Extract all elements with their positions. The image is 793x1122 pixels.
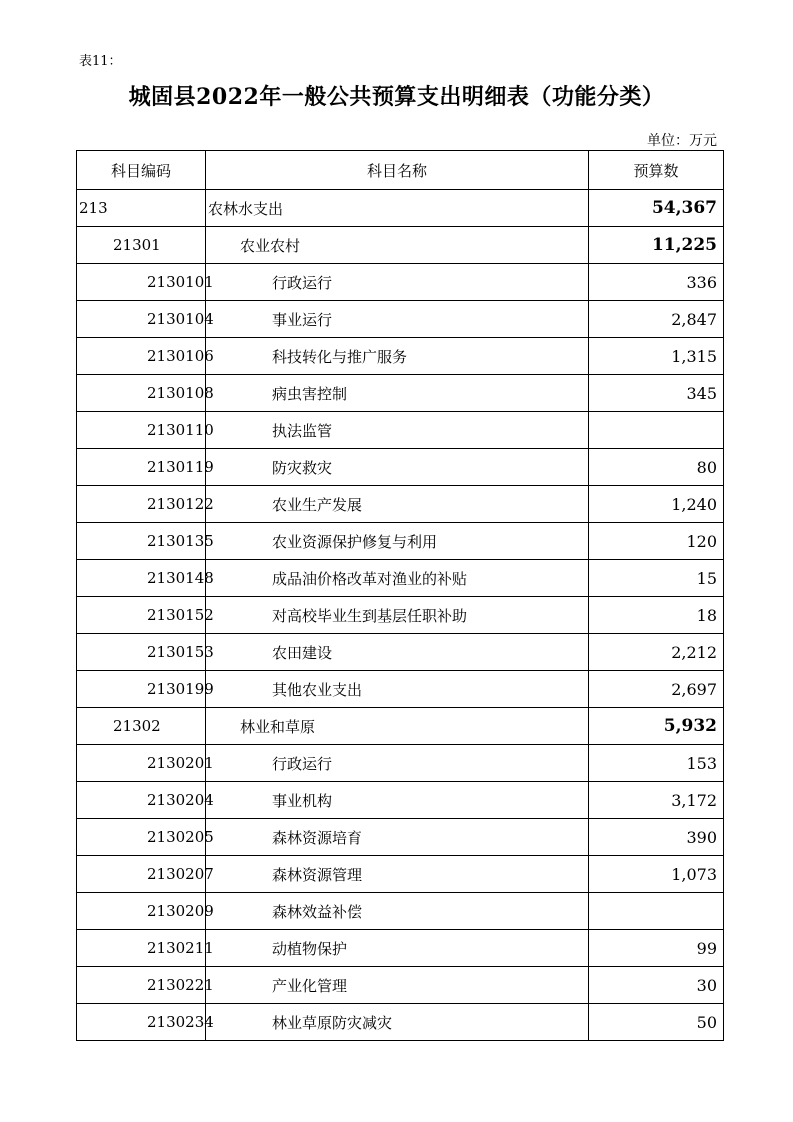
row-code: 2130101 bbox=[77, 264, 206, 301]
row-amount: 54,367 bbox=[589, 190, 724, 227]
table-row bbox=[77, 634, 724, 671]
row-amount: 18 bbox=[589, 597, 724, 634]
row-name: 执法监管 bbox=[206, 412, 589, 449]
table-row bbox=[77, 819, 724, 856]
table-row bbox=[77, 560, 724, 597]
row-amount: 336 bbox=[589, 264, 724, 301]
row-amount: 3,172 bbox=[589, 782, 724, 819]
row-code: 2130204 bbox=[77, 782, 206, 819]
row-amount: 2,847 bbox=[589, 301, 724, 338]
row-amount: 80 bbox=[589, 449, 724, 486]
row-code: 2130152 bbox=[77, 597, 206, 634]
row-name: 农业农村 bbox=[206, 227, 589, 264]
table-row bbox=[77, 597, 724, 634]
table-row bbox=[77, 782, 724, 819]
table-row bbox=[77, 375, 724, 412]
table-row bbox=[77, 301, 724, 338]
row-amount: 50 bbox=[589, 1004, 724, 1041]
row-code: 2130221 bbox=[77, 967, 206, 1004]
row-amount: 390 bbox=[589, 819, 724, 856]
table-row bbox=[77, 856, 724, 893]
unit-label: 单位：万元 bbox=[647, 133, 717, 149]
row-code: 2130148 bbox=[77, 560, 206, 597]
table-row bbox=[77, 227, 724, 264]
row-code: 2130108 bbox=[77, 375, 206, 412]
row-amount: 1,073 bbox=[589, 856, 724, 893]
row-amount: 2,212 bbox=[589, 634, 724, 671]
row-name: 林业和草原 bbox=[206, 708, 589, 745]
row-amount: 153 bbox=[589, 745, 724, 782]
row-name: 农业资源保护修复与利用 bbox=[206, 523, 589, 560]
row-name: 病虫害控制 bbox=[206, 375, 589, 412]
row-amount bbox=[589, 412, 724, 449]
row-amount bbox=[589, 893, 724, 930]
table-row bbox=[77, 190, 724, 227]
table-header-row bbox=[77, 151, 724, 190]
row-code: 21302 bbox=[77, 708, 206, 745]
row-code: 2130199 bbox=[77, 671, 206, 708]
row-name: 森林资源培育 bbox=[206, 819, 589, 856]
row-name: 农田建设 bbox=[206, 634, 589, 671]
table-row bbox=[77, 486, 724, 523]
row-name: 行政运行 bbox=[206, 745, 589, 782]
header-amount: 预算数 bbox=[589, 151, 724, 190]
row-code: 2130205 bbox=[77, 819, 206, 856]
row-name: 事业运行 bbox=[206, 301, 589, 338]
row-code: 2130122 bbox=[77, 486, 206, 523]
table-row bbox=[77, 671, 724, 708]
table-number-label: 表11： bbox=[79, 54, 122, 69]
row-amount: 99 bbox=[589, 930, 724, 967]
table-row bbox=[77, 930, 724, 967]
row-code: 2130211 bbox=[77, 930, 206, 967]
row-name: 动植物保护 bbox=[206, 930, 589, 967]
table-row bbox=[77, 893, 724, 930]
row-name: 农业生产发展 bbox=[206, 486, 589, 523]
row-code: 2130234 bbox=[77, 1004, 206, 1041]
row-amount: 5,932 bbox=[589, 708, 724, 745]
row-amount: 15 bbox=[589, 560, 724, 597]
row-name: 森林资源管理 bbox=[206, 856, 589, 893]
row-name: 产业化管理 bbox=[206, 967, 589, 1004]
row-name: 行政运行 bbox=[206, 264, 589, 301]
row-amount: 345 bbox=[589, 375, 724, 412]
row-name: 农林水支出 bbox=[206, 190, 589, 227]
row-code: 2130153 bbox=[77, 634, 206, 671]
row-code: 2130135 bbox=[77, 523, 206, 560]
table-row bbox=[77, 449, 724, 486]
row-amount: 11,225 bbox=[589, 227, 724, 264]
table-row bbox=[77, 523, 724, 560]
row-name: 其他农业支出 bbox=[206, 671, 589, 708]
table-row bbox=[77, 967, 724, 1004]
header-code: 科目编码 bbox=[77, 151, 206, 190]
page-title: 城固县2022年一般公共预算支出明细表（功能分类） bbox=[128, 84, 665, 110]
row-name: 事业机构 bbox=[206, 782, 589, 819]
row-name: 防灾救灾 bbox=[206, 449, 589, 486]
row-code: 21301 bbox=[77, 227, 206, 264]
table-row bbox=[77, 1004, 724, 1041]
row-name: 森林效益补偿 bbox=[206, 893, 589, 930]
row-name: 对高校毕业生到基层任职补助 bbox=[206, 597, 589, 634]
row-name: 林业草原防灾减灾 bbox=[206, 1004, 589, 1041]
row-amount: 30 bbox=[589, 967, 724, 1004]
row-code: 2130207 bbox=[77, 856, 206, 893]
table-row bbox=[77, 412, 724, 449]
row-amount: 1,240 bbox=[589, 486, 724, 523]
table-row bbox=[77, 708, 724, 745]
row-code: 2130104 bbox=[77, 301, 206, 338]
row-code: 2130106 bbox=[77, 338, 206, 375]
row-name: 成品油价格改革对渔业的补贴 bbox=[206, 560, 589, 597]
row-code: 2130119 bbox=[77, 449, 206, 486]
row-amount: 120 bbox=[589, 523, 724, 560]
row-name: 科技转化与推广服务 bbox=[206, 338, 589, 375]
row-code: 213 bbox=[77, 190, 206, 227]
row-code: 2130110 bbox=[77, 412, 206, 449]
table-body bbox=[77, 190, 724, 1041]
row-amount: 2,697 bbox=[589, 671, 724, 708]
header-name: 科目名称 bbox=[206, 151, 589, 190]
row-amount: 1,315 bbox=[589, 338, 724, 375]
row-code: 2130201 bbox=[77, 745, 206, 782]
budget-table bbox=[76, 150, 724, 1041]
table-row bbox=[77, 745, 724, 782]
table-row bbox=[77, 264, 724, 301]
row-code: 2130209 bbox=[77, 893, 206, 930]
table-row bbox=[77, 338, 724, 375]
